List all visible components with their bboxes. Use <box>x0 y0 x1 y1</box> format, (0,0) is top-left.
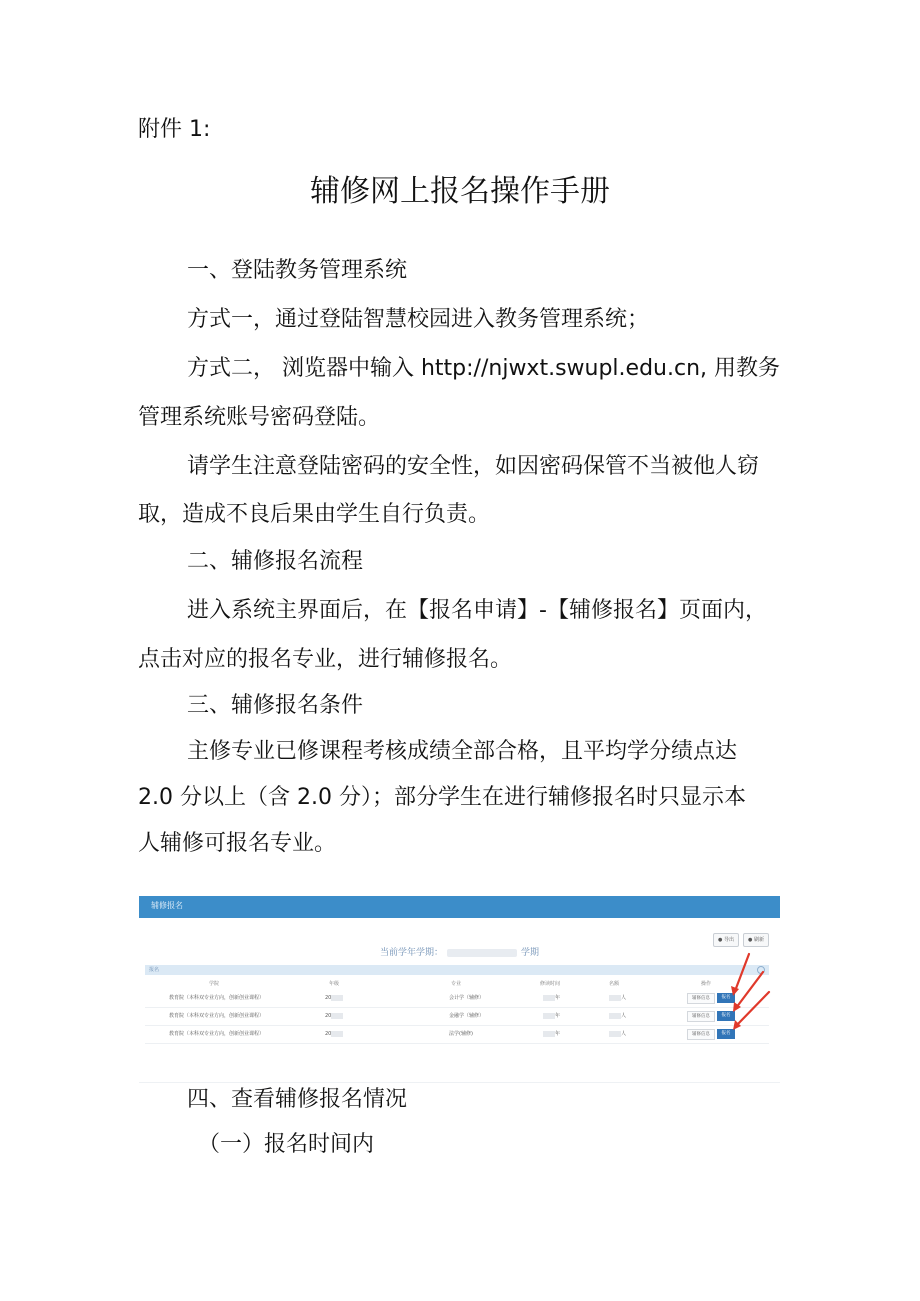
annotation-arrows <box>139 896 780 1082</box>
condition-line-1: 主修专业已修课程考核成绩全部合格，且平均学分绩点达 <box>187 739 738 764</box>
export-button[interactable]: ● 导出 <box>713 933 739 947</box>
row-major: 金融学（辅修） <box>449 1013 485 1019</box>
minor-info-button[interactable]: 辅修信息 <box>687 993 715 1004</box>
row-time: 年 <box>543 1012 560 1020</box>
document-title: 辅修网上报名操作手册 <box>310 174 610 209</box>
column-header-college: 学院 <box>209 981 220 987</box>
red-arrow-icons <box>735 954 769 1026</box>
security-note-line-1: 请学生注意登陆密码的安全性，如因密码保管不当被他人窃 <box>187 454 760 479</box>
row-quota: 人 <box>609 1012 626 1020</box>
column-header-quota: 名额 <box>609 981 620 987</box>
security-note-line-2: 取，造成不良后果由学生自行负责。 <box>138 502 491 527</box>
process-line-2: 点击对应的报名专业，进行辅修报名。 <box>138 647 513 672</box>
column-header-grade: 年级 <box>329 981 340 987</box>
column-header-action: 操作 <box>701 981 712 987</box>
column-header-time: 修读时间 <box>540 981 561 987</box>
condition-line-2: 2.0 分以上（含 2.0 分）；部分学生在进行辅修报名时只显示本 <box>138 785 746 810</box>
row-quota: 人 <box>609 994 626 1002</box>
section-3-heading: 三、辅修报名条件 <box>187 693 364 718</box>
panel-label: 报名 <box>149 967 160 973</box>
row-major: 法学(辅修) <box>449 1031 473 1037</box>
arrow-icon <box>735 954 749 991</box>
row-grade: 20 <box>325 1030 343 1038</box>
section-1-heading: 一、登陆教务管理系统 <box>187 258 408 283</box>
annex-label: 附件 1: <box>138 117 211 142</box>
refresh-button[interactable]: ● 刷新 <box>743 933 769 947</box>
apply-button[interactable]: 报名 <box>717 993 735 1003</box>
apply-button[interactable]: 报名 <box>717 1029 735 1039</box>
login-method-1: 方式一，通过登陆智慧校园进入教务管理系统； <box>187 307 650 332</box>
condition-line-3: 人辅修可报名专业。 <box>138 831 337 856</box>
row-quota: 人 <box>609 1030 626 1038</box>
section-4-sub-1: （一）报名时间内 <box>198 1132 375 1157</box>
term-suffix: 学期 <box>521 948 540 958</box>
section-4-heading: 四、查看辅修报名情况 <box>187 1087 408 1112</box>
arrowhead-icon <box>731 986 739 996</box>
row-major: 会计学（辅修） <box>449 995 485 1001</box>
row-college: 教育院（本科双专业方向，创新创业课程） <box>169 1031 265 1037</box>
column-header-major: 专业 <box>451 981 462 987</box>
login-method-2-line-1: 方式二， 浏览器中输入 http://njwxt.swupl.edu.cn, 用教务 <box>187 356 781 381</box>
screenshot-window-title: 辅修报名 <box>151 901 183 910</box>
process-line-1: 进入系统主界面后，在【报名申请】-【辅修报名】页面内， <box>187 598 767 623</box>
apply-button[interactable]: 报名 <box>717 1011 735 1021</box>
row-college: 教育院（本科双专业方向，创新创业课程） <box>169 995 265 1001</box>
row-grade: 20 <box>325 1012 343 1020</box>
row-time: 年 <box>543 1030 560 1038</box>
row-college: 教育院（本科双专业方向，创新创业课程） <box>169 1013 265 1019</box>
minor-info-button[interactable]: 辅修信息 <box>687 1029 715 1040</box>
minor-info-button[interactable]: 辅修信息 <box>687 1011 715 1022</box>
section-2-heading: 二、辅修报名流程 <box>187 549 364 574</box>
arrow-icon <box>736 992 769 1026</box>
login-method-2-line-2: 管理系统账号密码登陆。 <box>138 405 381 430</box>
row-grade: 20 <box>325 994 343 1002</box>
term-label: 当前学年学期： <box>379 948 443 958</box>
row-time: 年 <box>543 994 560 1002</box>
minor-registration-screenshot <box>139 896 780 1083</box>
